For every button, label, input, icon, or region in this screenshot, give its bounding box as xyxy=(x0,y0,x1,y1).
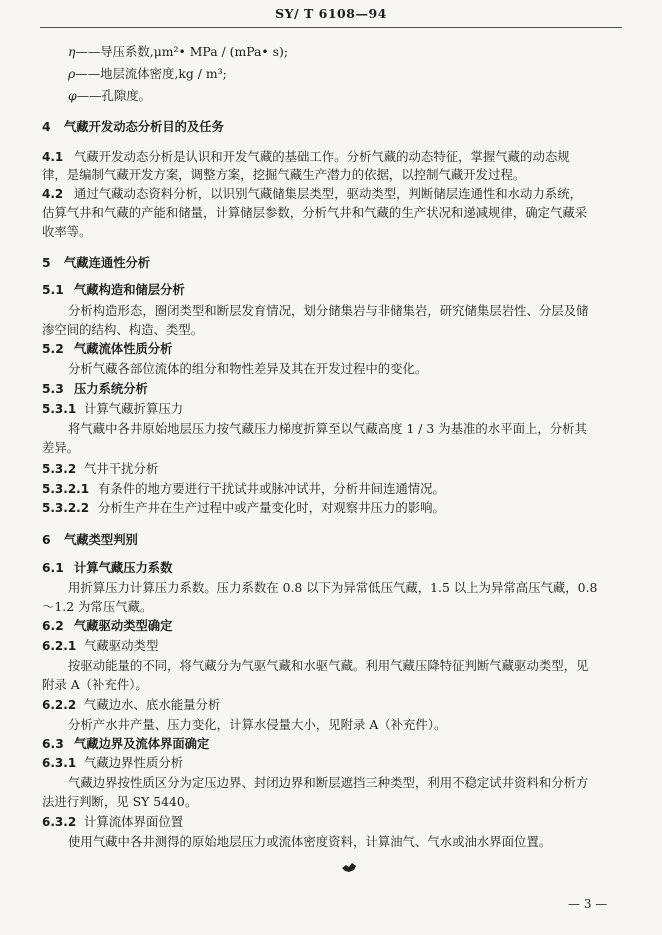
para-6-2-1-line-1: 按驱动能量的不同，将气藏分为气驱气藏和水驱气藏。利用气藏压降特征判断气藏驱动类型，见 xyxy=(68,658,589,673)
symbol-char: ρ xyxy=(68,66,76,81)
para-6-3-1-line-2: 法进行判断，见 SY 5440。 xyxy=(42,794,198,809)
section-number: 6 xyxy=(42,533,51,547)
para-5-3-1-line-2: 差异。 xyxy=(42,440,80,455)
clause-title: 气藏边水、底水能量分析 xyxy=(84,697,221,712)
symbol-text: ——导压系数,μm²• MPa / (mPa• s); xyxy=(75,44,289,59)
clause-number: 4.1 xyxy=(42,150,64,164)
para-4-2-line-3: 收率等。 xyxy=(42,224,92,239)
section-title: 气藏连通性分析 xyxy=(64,256,151,270)
clause-number: 6.2.1 xyxy=(42,639,77,653)
clause-number: 6.3.2 xyxy=(42,815,77,829)
clause-5-1-heading xyxy=(42,282,185,298)
symbol-text: ——地层流体密度,kg / m³; xyxy=(75,66,227,81)
clause-number: 5.3 xyxy=(42,382,64,396)
symbol-char: η xyxy=(68,44,76,59)
clause-5-3-2-1 xyxy=(42,481,445,497)
clause-title: 计算气藏折算压力 xyxy=(84,401,184,416)
section-title: 气藏类型判别 xyxy=(64,533,138,547)
section-number: 4 xyxy=(42,120,51,134)
clause-6-3-heading xyxy=(42,736,209,752)
clause-number: 4.2 xyxy=(42,187,64,201)
section-4-heading xyxy=(42,119,224,135)
para-text: 通过气藏动态资料分析，以识别气藏储集层类型，驱动类型，判断储层连通性和水动力系统， xyxy=(74,186,583,201)
clause-title: 气藏边界性质分析 xyxy=(84,755,184,770)
section-6-heading xyxy=(42,532,138,548)
para-5-3-1-line-1: 将气藏中各井原始地层压力按气藏压力梯度折算至以气藏高度 1 / 3 为基准的水平面上，分析其 xyxy=(68,421,587,436)
clause-number: 5.3.2.2 xyxy=(42,501,90,515)
clause-number: 5.3.2.1 xyxy=(42,482,90,496)
page-header: SY/ T 6108—94 xyxy=(275,6,387,21)
symbol-rho xyxy=(68,66,227,82)
clause-6-2-heading xyxy=(42,618,172,634)
clause-number: 5.3.1 xyxy=(42,402,77,416)
clause-title: 计算气藏压力系数 xyxy=(74,561,173,575)
clause-title: 气藏驱动类型 xyxy=(84,638,159,653)
para-6-3-1-line-1: 气藏边界按性质区分为定压边界、封闭边界和断层遮挡三种类型，利用不稳定试井资料和分析方 xyxy=(68,775,589,790)
clause-title: 气藏边界及流体界面确定 xyxy=(74,737,210,751)
symbol-phi xyxy=(68,88,151,104)
clause-6-2-1-heading xyxy=(42,638,158,654)
clause-5-2-heading xyxy=(42,341,172,357)
section-number: 5 xyxy=(42,256,51,270)
para-5-1-line-2: 渗空间的结构、构造、类型。 xyxy=(42,322,204,337)
clause-number: 6.2.2 xyxy=(42,698,77,712)
para-6-2-1-line-2: 附录 A（补充件）。 xyxy=(42,677,148,692)
symbol-eta xyxy=(68,44,288,60)
clause-6-2-2-heading xyxy=(42,697,220,713)
clause-number: 5.3.2 xyxy=(42,462,77,476)
clause-title: 压力系统分析 xyxy=(74,382,148,396)
clause-title: 气藏流体性质分析 xyxy=(74,342,173,356)
clause-5-3-1-heading xyxy=(42,401,183,417)
clause-6-1-heading xyxy=(42,560,172,576)
para-text: 气藏开发动态分析是认识和开发气藏的基础工作。分析气藏的动态特征，掌握气藏的动态规 xyxy=(74,149,570,164)
para-5-2-line-1: 分析气藏各部位流体的组分和物性差异及其在开发过程中的变化。 xyxy=(68,361,428,376)
para-4-1-line-2: 律，是编制气藏开发方案，调整方案，挖掘气藏生产潜力的依据，以控制气藏开发过程。 xyxy=(42,167,526,182)
clause-6-3-2-heading xyxy=(42,814,183,830)
section-5-heading xyxy=(42,255,150,271)
clause-text: 有条件的地方要进行干扰试井或脉冲试井，分析井间连通情况。 xyxy=(98,481,445,496)
para-6-1-line-1: 用折算压力计算压力系数。压力系数在 0.8 以下为异常低压气藏，1.5 以上为异常高压气藏，0.8 xyxy=(68,580,598,595)
clause-title: 气井干扰分析 xyxy=(84,461,159,476)
clause-5-3-2-heading xyxy=(42,461,158,477)
clause-number: 6.2 xyxy=(42,619,64,633)
symbol-char: φ xyxy=(68,88,77,103)
clause-number: 6.3 xyxy=(42,737,64,751)
clause-title: 计算流体界面位置 xyxy=(84,814,184,829)
para-6-3-2-line-1: 使用气藏中各井测得的原始地层压力或流体密度资料，计算油气、气水或油水界面位置。 xyxy=(68,834,552,849)
clause-number: 5.2 xyxy=(42,342,64,356)
clause-number: 6.3.1 xyxy=(42,756,77,770)
para-4-1-line-1 xyxy=(42,149,627,165)
clause-number: 6.1 xyxy=(42,561,64,575)
clause-text: 分析生产井在生产过程中或产量变化时，对观察井压力的影响。 xyxy=(98,500,445,515)
clause-number: 5.1 xyxy=(42,283,64,297)
clause-title: 气藏构造和储层分析 xyxy=(74,283,185,297)
para-5-1-line-1: 分析构造形态，圈闭类型和断层发育情况，划分储集岩与非储集岩，研究储集层岩性、分层及储 xyxy=(68,303,589,318)
clause-title: 气藏驱动类型确定 xyxy=(74,619,173,633)
page-number: — 3 — xyxy=(568,897,608,911)
section-title: 气藏开发动态分析目的及任务 xyxy=(64,120,224,134)
clause-6-3-1-heading xyxy=(42,755,183,771)
header-rule xyxy=(40,27,622,28)
para-4-2-line-1 xyxy=(42,186,582,202)
para-4-2-line-2: 估算气井和气藏的产能和储量，计算储层参数，分析气井和气藏的生产状况和递减规律，确定气藏采 xyxy=(42,205,588,220)
para-6-2-2-line-1: 分析产水井产量、压力变化，计算水侵量大小，见附录 A（补充件）。 xyxy=(68,717,447,732)
clause-5-3-heading xyxy=(42,381,148,397)
clause-5-3-2-2 xyxy=(42,500,445,516)
symbol-text: ——孔隙度。 xyxy=(76,88,152,103)
ink-blot-mark xyxy=(340,860,358,874)
para-6-1-line-2: ～1.2 为常压气藏。 xyxy=(42,599,153,614)
